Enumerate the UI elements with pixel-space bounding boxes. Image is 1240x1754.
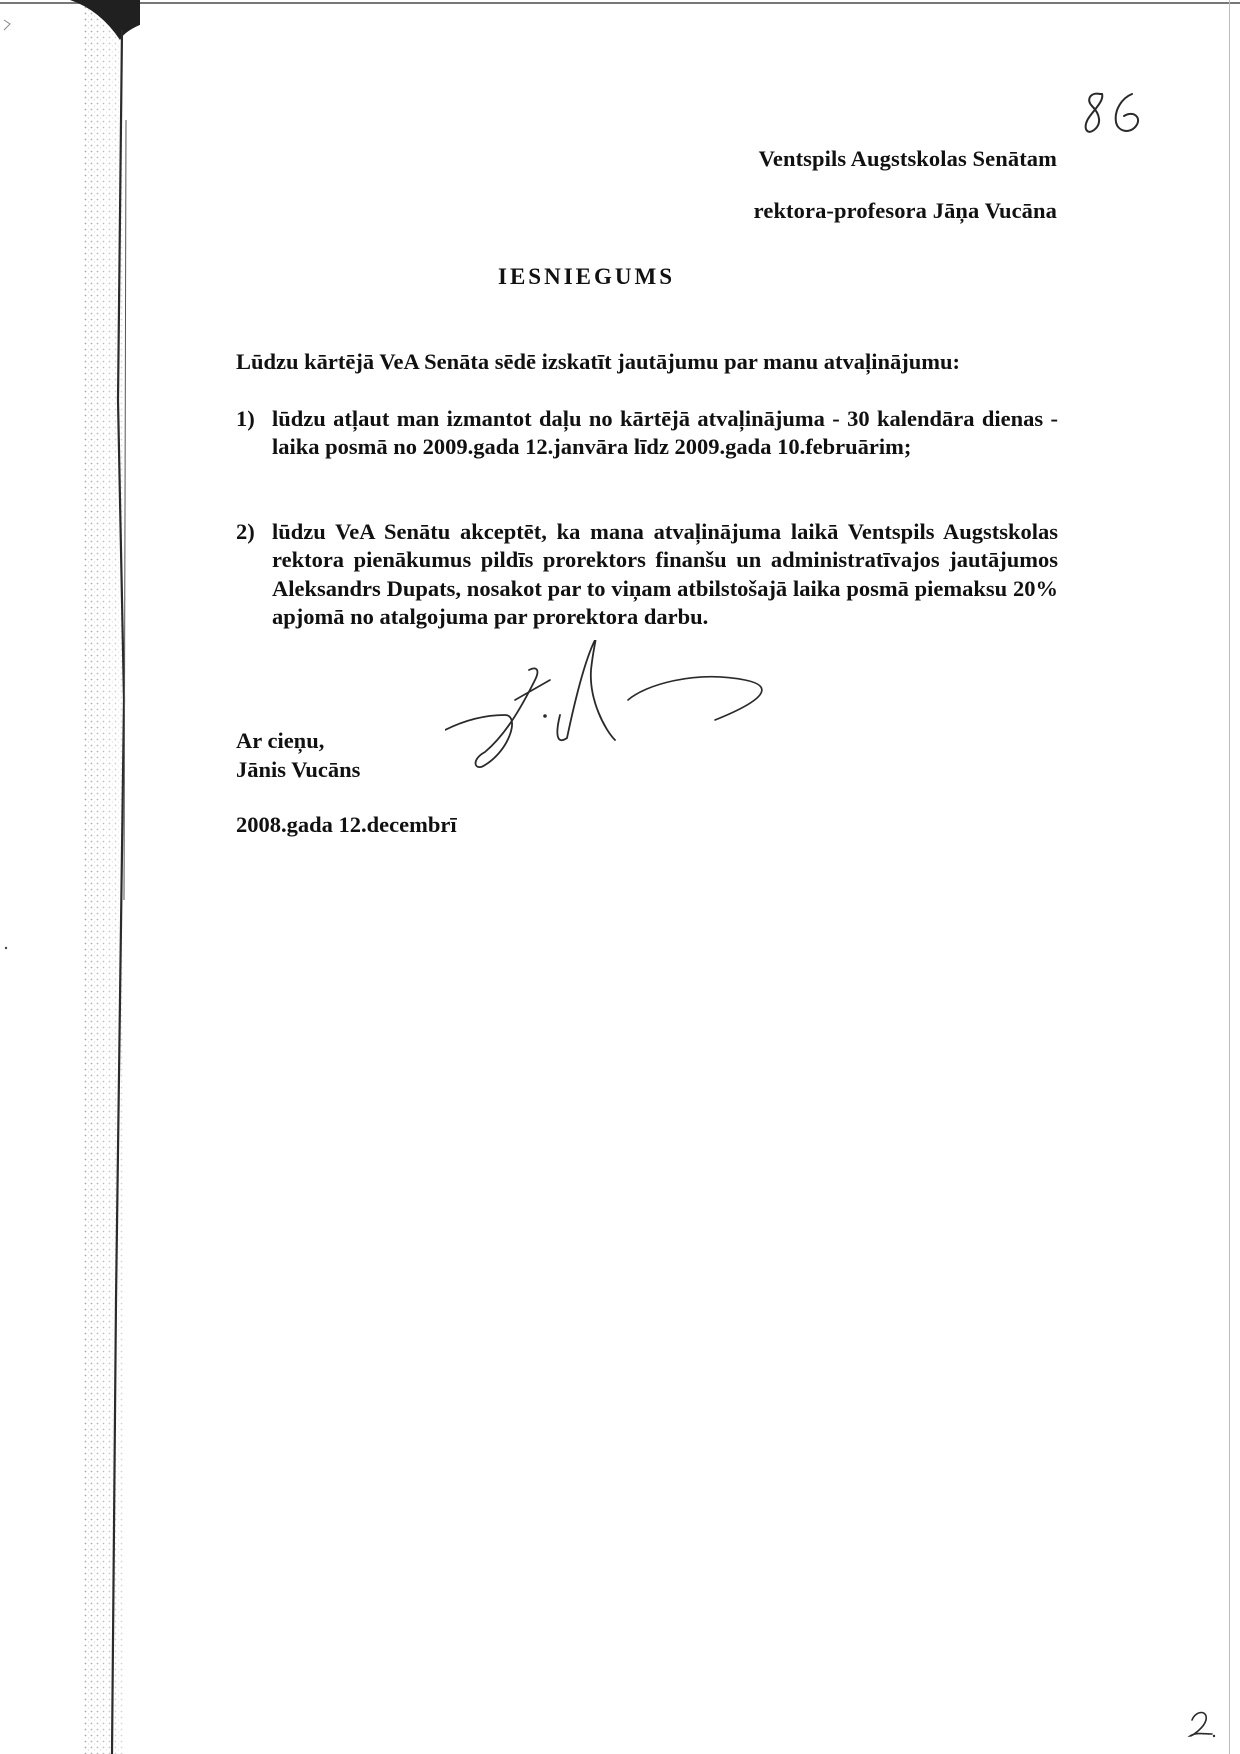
handwritten-signature <box>445 640 775 775</box>
intro-paragraph: Lūdzu kārtējā VeA Senāta sēdē izskatīt jautājumu par manu atvaļinājumu: <box>236 349 961 374</box>
handwritten-sheet-number <box>1186 1700 1216 1740</box>
addressee-block <box>754 146 1057 224</box>
document-date: 2008.gada 12.decembrī <box>236 812 457 837</box>
addressee-sender: rektora-profesora Jāņa Vucāna <box>753 198 1057 223</box>
request-item-2 <box>236 518 1058 631</box>
scan-edge-top <box>0 2 1240 4</box>
scan-edge-right <box>1229 0 1230 1754</box>
closing-block <box>236 726 360 784</box>
handwritten-page-number <box>1080 88 1160 148</box>
author-name: Jānis Vucāns <box>236 757 361 782</box>
request-item-1 <box>236 405 1058 462</box>
closing-salutation: Ar cieņu, <box>236 728 325 753</box>
document-title: IESNIEGUMS <box>498 264 675 289</box>
request-item-text: lūdzu atļaut man izmantot daļu no kārtējā atvaļinājuma - 30 kalendāra dienas - laika posmā no 2009.gada 12.janvāra līdz 2009.gada 10.februārim; <box>272 406 1058 460</box>
request-item-number: 1) <box>236 406 255 431</box>
binding-spine <box>0 0 140 1754</box>
request-item-text: lūdzu VeA Senātu akceptēt, ka mana atvaļinājuma laikā Ventspils Augstskolas rektora pienākumus pildīs prorektors finanšu un administratīvajos jautājumos Aleksandrs Dupats, nosakot par to viņam atbilstošajā laika posmā piemaksu 20% apjomā no atalgojuma par prorektora darbu. <box>272 519 1058 629</box>
request-item-number: 2) <box>236 519 255 544</box>
addressee-institution: Ventspils Augstskolas Senātam <box>758 146 1057 171</box>
